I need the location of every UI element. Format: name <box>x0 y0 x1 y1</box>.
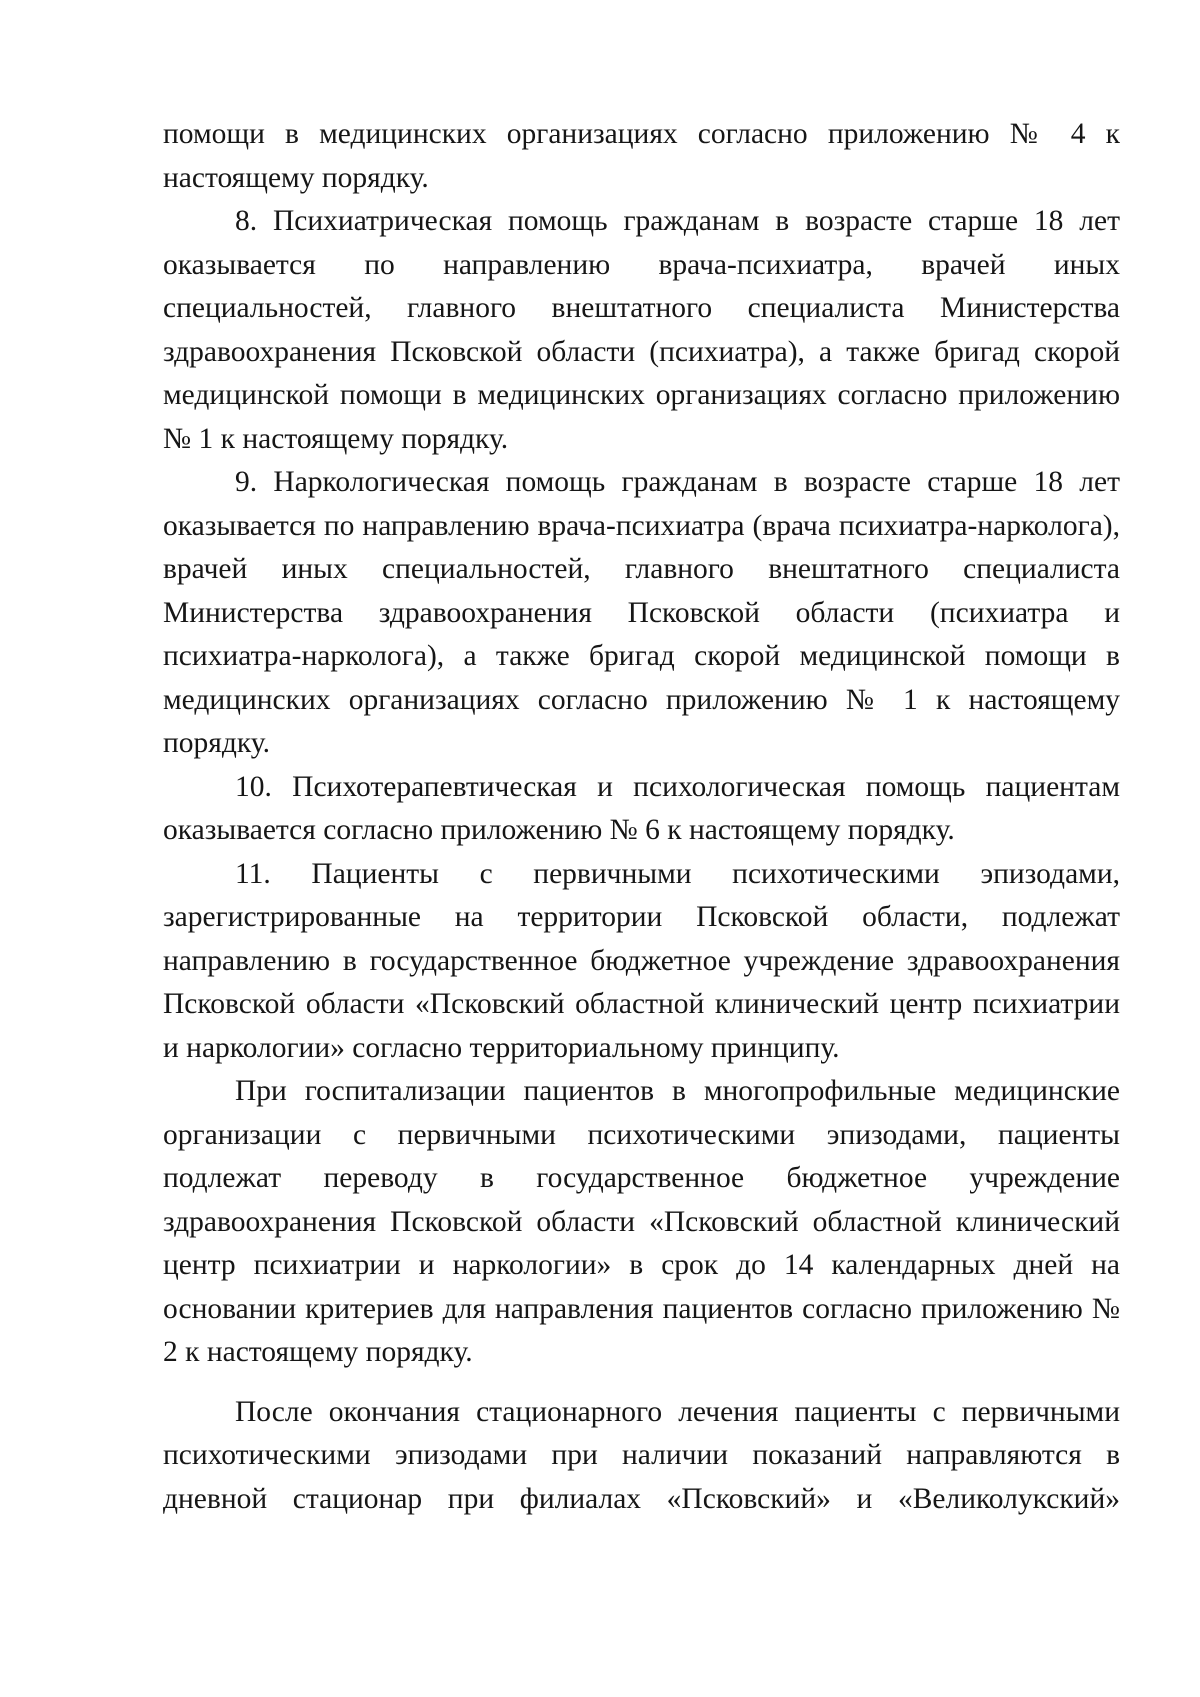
paragraph-hospitalization: При госпитализации пациентов в многопрофильные медицинские организации с первичными психотическими эпизодами, пациенты подлежат переводу в государственное бюджетное учреждение здравоохранения Псковской области «Псковский областной клинический центр психиатрии и наркологии» в срок до 14 календарных дней на основании критериев для направления пациентов согласно приложению № 2 к настоящему порядку. <box>163 1075 1120 1368</box>
document-body <box>163 113 1120 1521</box>
paragraph-item-8: 8. Психиатрическая помощь гражданам в возрасте старше 18 лет оказывается по направлению врача-психиатра, врачей иных специальностей, главного внештатного специалиста Министерства здравоохранения Псковской области (психиатра), а также бригад скорой медицинской помощи в медицинских организациях согласно приложению № 1 к настоящему порядку. <box>163 205 1120 455</box>
paragraph-item-11: 11. Пациенты с первичными психотическими эпизодами, зарегистрированные на территории Псковской области, подлежат направлению в государственное бюджетное учреждение здравоохранения Псковской области «Псковский областной клинический центр психиатрии и наркологии» согласно территориальному принципу. <box>163 857 1120 1064</box>
paragraph-continuation: помощи в медицинских организациях согласно приложению № 4 к настоящему порядку. <box>163 118 1120 194</box>
paragraph-item-10: 10. Психотерапевтическая и психологическая помощь пациентам оказывается согласно приложению № 6 к настоящему порядку. <box>163 770 1120 846</box>
paragraph-item-9: 9. Наркологическая помощь гражданам в возрасте старше 18 лет оказывается по направлению врача-психиатра (врача психиатра-нарколога), врачей иных специальностей, главного внештатного специалиста Министерства здравоохранения Псковской области (психиатра и психиатра-нарколога), а также бригад скорой медицинской помощи в медицинских организациях согласно приложению № 1 к настоящему порядку. <box>163 466 1120 759</box>
paragraph-after-treatment: После окончания стационарного лечения пациенты с первичными психотическими эпизодами при наличии показаний направляются в дневной стационар при филиалах «Псковский» и «Великолукский» <box>163 1395 1120 1515</box>
